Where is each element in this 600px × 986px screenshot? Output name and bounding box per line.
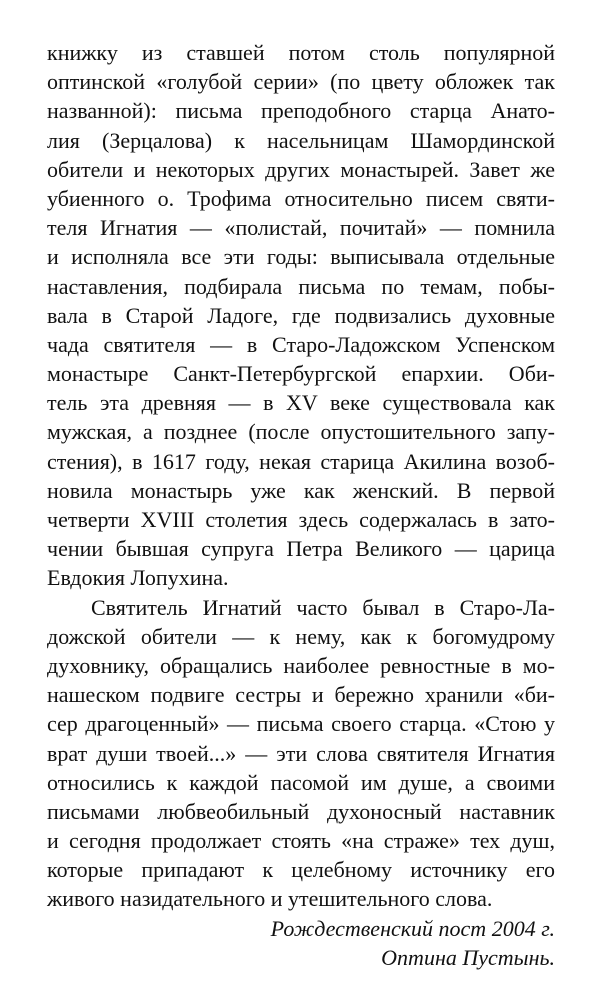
text-line: живого назидательного и утешительного слова. xyxy=(47,886,493,912)
paragraph-1 xyxy=(47,38,555,593)
text-line: наставления, подбирала письма по темам, побы- xyxy=(47,273,555,299)
text-line: четверти XVIII столетия здесь содержалась в зато- xyxy=(47,507,555,532)
text-line: чении бывшая супруга Петра Великого — царица xyxy=(47,536,555,562)
text-line: монастыре Санкт-Петербургской епархии. Оби- xyxy=(47,361,555,387)
text-line: вала в Старой Ладоге, где подвизались духовные xyxy=(47,302,555,328)
text-line: письмами любвеобильный духоносный наставник xyxy=(47,798,555,824)
text-line: убиенного о. Трофима относительно писем святи- xyxy=(47,185,555,211)
text-line: врат души твоей...» — эти слова святителя Игнатия xyxy=(47,740,555,766)
text-line: Святитель Игнатий часто бывал в Старо-Ла- xyxy=(91,594,555,620)
text-line: и сегодня продолжает стоять «на страже» тех душ, xyxy=(47,828,555,854)
text-line: и исполняла все эти годы: выписывала отдельные xyxy=(47,244,555,270)
text-line: книжку из ставшей потом столь популярной xyxy=(47,40,555,65)
text-line: духовнику, обращались наиболее ревностные в мо- xyxy=(47,652,555,678)
signature-block xyxy=(47,914,555,972)
document-page xyxy=(47,38,555,972)
text-line: сер драгоценный» — письма своего старца. «Стою у xyxy=(47,711,555,737)
signature-place: Оптина Пустынь. xyxy=(381,944,555,970)
text-line: теля Игнатия — «полистай, почитай» — помнила xyxy=(47,215,555,241)
signature-date: Рождественский пост 2004 г. xyxy=(270,915,555,941)
text-line: относились к каждой пасомой им душе, а своими xyxy=(47,769,555,795)
text-line: мужская, а позднее (после опустошительного запу- xyxy=(47,419,555,445)
text-line: дожской обители — к нему, как к богомудрому xyxy=(47,623,555,649)
text-line: обители и некоторых других монастырей. Завет же xyxy=(47,156,555,182)
text-line: лия (Зерцалова) к насельницам Шамординской xyxy=(47,127,555,153)
text-line: новила монастырь уже как женский. В первой xyxy=(47,477,555,503)
text-line: стения), в 1617 году, некая старица Акилина возоб- xyxy=(47,448,555,474)
paragraph-2 xyxy=(47,593,555,914)
text-line: названной): письма преподобного старца Анато- xyxy=(47,98,555,124)
text-line: чада святителя — в Старо-Ладожском Успенском xyxy=(47,331,555,357)
text-line: нашеском подвиге сестры и бережно хранили «би- xyxy=(47,682,555,708)
text-line: тель эта древняя — в XV веке существовала как xyxy=(47,390,555,416)
text-line: оптинской «голубой серии» (по цвету обложек так xyxy=(47,69,555,95)
text-line: Евдокия Лопухина. xyxy=(47,565,229,591)
text-line: которые припадают к целебному источнику его xyxy=(47,857,555,883)
